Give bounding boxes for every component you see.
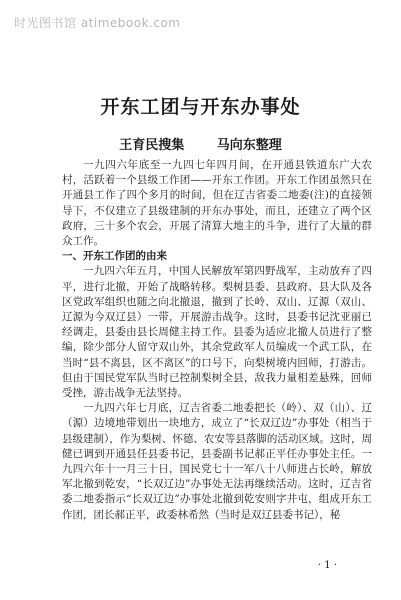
paragraph-office: 一九四六年七月底，辽吉省委二地委把长（岭）、双（山）、辽（源）边境地带划出一块地方，成立了“长双辽边”办事处（相当于县级建制），作为梨树、怀德、农安等县落脚的活动区域。这时，周健已调到开通县任县委书记，县委副书记郝正平任办事处主任。一九四六年十一月三十日，国民党七十一军八十八师进占长岭，解放军北撤到乾安，“长双辽边”办事处无法再继续活动。这时，辽吉省委二地委指示“长双辽边”办事处北撤到乾安则字井屯，组成开东工作团，团长郝正平，政委林希然（当时是双辽县委书记），秘 [62,402,372,521]
section-heading: 一、开东工作团的由来 [62,250,167,263]
paragraph-origin: 一九四六年五月，中国人民解放军第四野战军，主动放弃了四平，进行北撤，开始了战略转移。梨树县委、县政府、县大队及各区党政军组织也随之向北撤退，撤到了长岭、双山、辽源（双山、辽源为今双辽县）一带，开展游击战争。这时，县委书记沈亚丽已经调走，县委由县长周健主持工作。县委为适应北撤人员进行了整编，除少部分人留守双山外，其余党政军人员编成一个武工队，在当时“县不离县，区不离区”的口号下，向梨树境内回师，打游击。但由于国民党军队当时已控制梨树全县，敌我力量相差悬殊，回师受挫，游击战争无法坚持。 [62,265,372,400]
watermark-text: 时光图书馆 atimebook.com [14,16,181,30]
paragraph-intro: 一九四六年底至一九四七年四月间，在开通县铁道东广大农村，活跃着一个县级工作团——开东工作团。开东工作团虽然只在开通县工作了四个多月的时间，但在辽吉省委二地委(注)的直接领导下，不仅建立了县级建制的开东办事处，而且，还建立了两个区政府，三十多个农会，开展了清算大地主的斗争，进行了大量的群众工作。 [62,159,372,248]
article-title: 开东工团与开东办事处 [100,96,301,118]
page-number: · 1 · [317,560,337,571]
byline [0,134,401,153]
article-body [62,158,372,523]
collector-credit: 王育民搜集 [119,138,185,153]
editor-credit: 马向东整理 [216,138,282,153]
